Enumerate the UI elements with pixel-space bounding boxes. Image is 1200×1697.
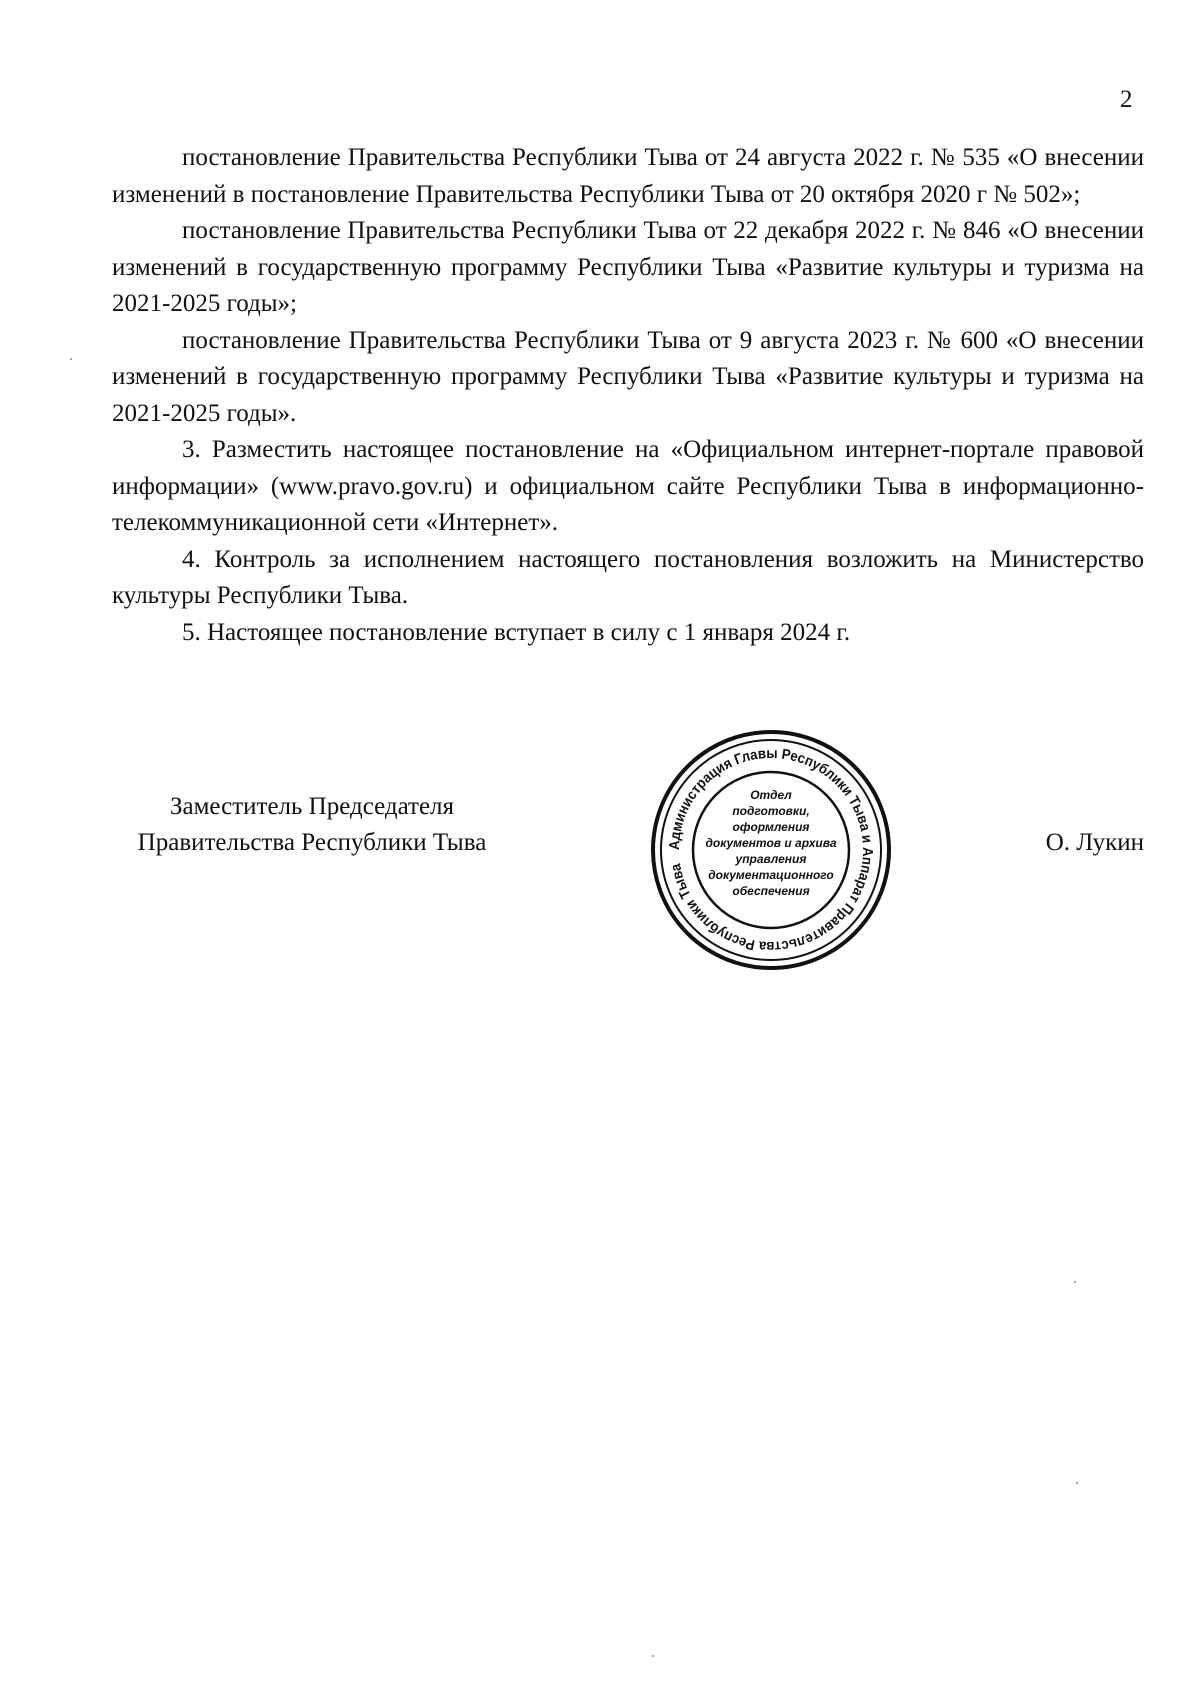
paragraph-resolution-846: постановление Правительства Республики Тыва от 22 декабря 2022 г. № 846 «О внесении изменений в государственную программу Республики Тыва «Развитие культуры и туризма на 2021-2025 годы»; <box>112 217 1144 317</box>
scan-speck <box>652 1655 654 1657</box>
stamp-outer-ring <box>653 732 889 968</box>
scan-speck <box>1074 1281 1076 1283</box>
stamp-center-line-3: оформления <box>732 820 810 834</box>
stamp-center-line-2: подготовки, <box>732 804 810 818</box>
signer-name: О. Лукин <box>1045 829 1144 856</box>
signer-position-line-1: Заместитель Председателя <box>169 793 455 820</box>
paragraph-item-5-effective-date: 5. Настоящее постановление вступает в силу с 1 января 2024 г. <box>182 618 851 646</box>
stamp-center-line-6: документационного <box>708 868 834 882</box>
stamp-center-line-1: Отдел <box>750 788 792 802</box>
stamp-center-line-7: обеспечения <box>732 884 810 898</box>
stamp-seal-graphic <box>648 727 894 973</box>
document-body <box>112 140 1144 651</box>
official-stamp <box>648 727 894 973</box>
signer-position-line-2: Правительства Республики Тыва <box>137 829 487 856</box>
paragraph-resolution-535: постановление Правительства Республики Тыва от 24 августа 2022 г. № 535 «О внесении изменений в постановление Правительства Республики Тыва от 20 октября 2020 г № 502»; <box>112 144 1144 208</box>
scan-speck <box>70 358 72 360</box>
signer-position <box>112 789 512 861</box>
stamp-ring-text: Администрация Главы Республики Тыва и Аппарат Правительства Республики Тыва <box>666 745 876 955</box>
paragraph-resolution-600: постановление Правительства Республики Тыва от 9 августа 2023 г. № 600 «О внесении изменений в государственную программу Республики Тыва «Развитие культуры и туризма на 2021-2025 годы». <box>112 326 1144 427</box>
scan-speck <box>1076 1482 1078 1484</box>
stamp-center-text <box>705 788 836 898</box>
paragraph-item-3-publication: 3. Разместить настоящее постановление на «Официальном интернет-портале правовой информации» (www.pravo.gov.ru) и официальном сайте Республики Тыва в информационно-телекоммуникационной сети «Интернет». <box>112 436 1144 536</box>
paragraph-item-4-control: 4. Контроль за исполнением настоящего постановления возложить на Министерство культуры Республики Тыва. <box>112 545 1144 609</box>
page-number: 2 <box>1120 86 1133 113</box>
stamp-center-line-4: документов и архива <box>705 836 837 850</box>
signature-block <box>112 789 1144 989</box>
stamp-center-line-5: управления <box>735 852 807 866</box>
